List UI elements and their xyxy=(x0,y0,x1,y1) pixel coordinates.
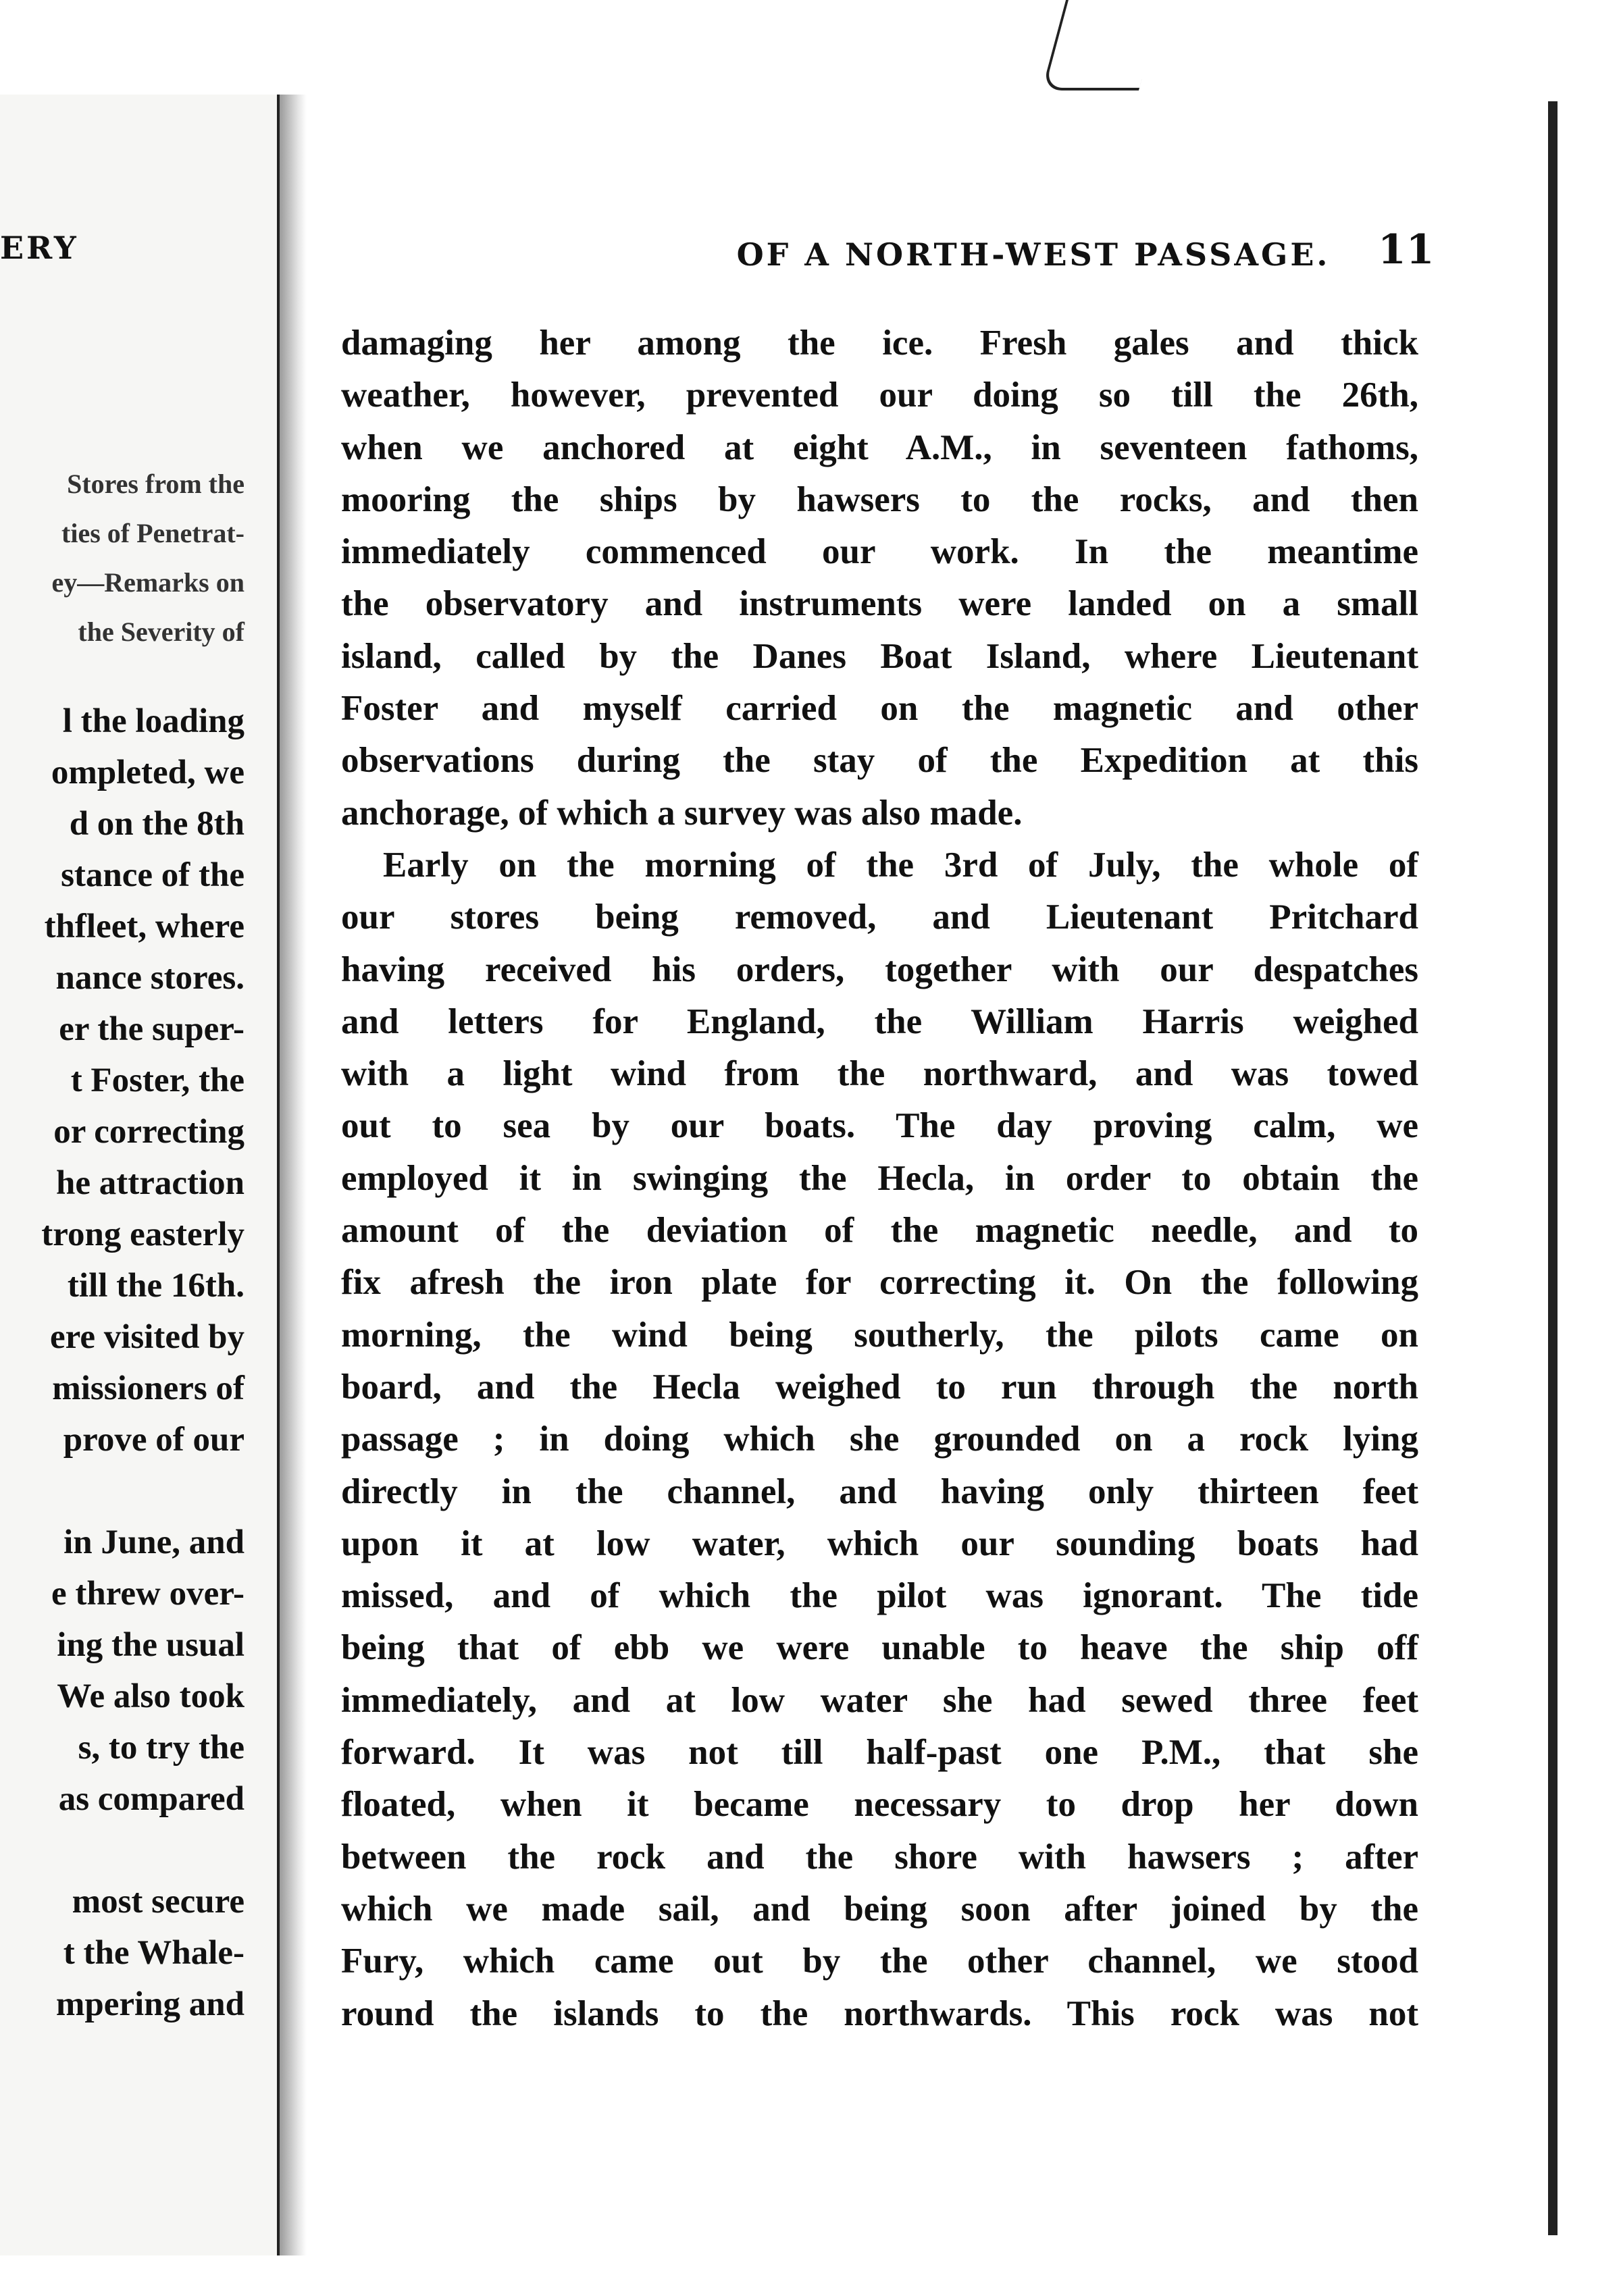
left-line: till the 16th. xyxy=(67,1267,245,1305)
left-line: missioners of xyxy=(52,1369,245,1407)
synopsis-line: the Severity of xyxy=(78,617,245,647)
left-line: er the super- xyxy=(59,1010,245,1048)
left-line: ere visited by xyxy=(49,1318,245,1356)
running-head: OF A NORTH-WEST PASSAGE. xyxy=(736,236,1331,273)
text-line: our stores being removed, and Lieutenant Pritchard xyxy=(341,897,1418,937)
left-line: prove of our xyxy=(63,1421,245,1459)
text-line: floated, when it became necessary to drop her down xyxy=(341,1785,1418,1825)
left-line: nance stores. xyxy=(55,959,245,997)
text-line: with a light wind from the northward, and was towed xyxy=(341,1054,1418,1094)
text-line: mooring the ships by hawsers to the rocks, and then xyxy=(341,479,1418,519)
left-body-text xyxy=(0,696,245,2030)
text-line: weather, however, prevented our doing so till the 26th, xyxy=(341,375,1418,415)
left-running-head: ERY xyxy=(0,230,79,266)
text-line: upon it at low water, which our sounding boats had xyxy=(341,1523,1418,1563)
text-line: board, and the Hecla weighed to run through the north xyxy=(341,1367,1418,1407)
text-line: Early on the morning of the 3rd of July, the whole of xyxy=(383,845,1418,885)
text-line: missed, and of which the pilot was ignorant. The tide xyxy=(341,1576,1418,1616)
left-chapter-synopsis xyxy=(0,459,245,656)
text-line: out to sea by our boats. The day proving calm, we xyxy=(341,1106,1418,1146)
left-line: trong easterly xyxy=(41,1216,245,1253)
left-line: as compared xyxy=(58,1780,245,1818)
text-line: having received his orders, together with our despatches xyxy=(341,949,1418,989)
left-line: t the Whale- xyxy=(63,1934,245,1972)
left-line: mpering and xyxy=(55,1985,245,2023)
synopsis-line: Stores from the xyxy=(67,469,245,499)
scan-mark xyxy=(1041,0,1163,90)
text-line: Fury, which came out by the other channel, we stood xyxy=(341,1941,1418,1981)
text-line: anchorage, of which a survey was also made. xyxy=(341,793,1023,833)
left-line: he attraction xyxy=(55,1164,245,1202)
left-line: thfleet, where xyxy=(44,908,245,945)
text-line: being that of ebb we were unable to heave the ship off xyxy=(341,1628,1418,1668)
text-line: damaging her among the ice. Fresh gales and thick xyxy=(341,323,1418,363)
text-line: fix afresh the iron plate for correcting it. On the following xyxy=(341,1263,1418,1303)
text-line: between the rock and the shore with hawsers ; after xyxy=(341,1837,1418,1877)
paragraph-gap xyxy=(0,1465,245,1517)
left-line: stance of the xyxy=(61,856,245,894)
left-line: e threw over- xyxy=(51,1575,245,1613)
text-line: morning, the wind being southerly, the pilots came on xyxy=(341,1315,1418,1355)
page-edge xyxy=(1548,101,1558,2235)
right-page xyxy=(311,101,1547,2235)
left-page xyxy=(0,95,280,2255)
text-line: directly in the channel, and having only thirteen feet xyxy=(341,1471,1418,1511)
text-line: amount of the deviation of the magnetic needle, and to xyxy=(341,1211,1418,1251)
text-line: observations during the stay of the Expedition at this xyxy=(341,741,1418,781)
text-line: island, called by the Danes Boat Island, where Lieutenant xyxy=(341,636,1418,676)
gutter-shadow xyxy=(280,95,307,2255)
left-line: s, to try the xyxy=(78,1729,245,1767)
left-line: in June, and xyxy=(63,1523,245,1561)
left-line: most secure xyxy=(72,1883,245,1921)
text-line: employed it in swinging the Hecla, in order to obtain the xyxy=(341,1158,1418,1198)
text-line: forward. It was not till half-past one P.M., that she xyxy=(341,1733,1418,1773)
text-line: immediately, and at low water she had sewed three feet xyxy=(341,1680,1418,1720)
text-line: immediately commenced our work. In the meantime xyxy=(341,532,1418,572)
left-line: t Foster, the xyxy=(70,1062,245,1099)
text-line: the observatory and instruments were landed on a small xyxy=(341,584,1418,624)
synopsis-line: ey—Remarks on xyxy=(51,567,245,598)
body-text xyxy=(341,317,1418,2040)
paragraph-gap xyxy=(0,1825,245,1876)
left-line: We also took xyxy=(57,1677,245,1715)
text-line: passage ; in doing which she grounded on a rock lying xyxy=(341,1419,1418,1459)
synopsis-line: ties of Penetrat- xyxy=(61,518,245,548)
left-line: d on the 8th xyxy=(69,805,245,843)
text-line: which we made sail, and being soon after joined by the xyxy=(341,1889,1418,1929)
text-line: and letters for England, the William Harris weighed xyxy=(341,1001,1418,1041)
text-line: when we anchored at eight A.M., in seventeen fathoms, xyxy=(341,427,1418,467)
left-line: or correcting xyxy=(53,1113,245,1151)
page-number: 11 xyxy=(1378,226,1435,273)
left-line: l the loading xyxy=(62,702,245,740)
text-line: Foster and myself carried on the magnetic and other xyxy=(341,689,1418,729)
left-line: ompleted, we xyxy=(51,754,245,791)
text-line: round the islands to the northwards. This rock was not xyxy=(341,1993,1418,2033)
left-line: ing the usual xyxy=(57,1626,245,1664)
